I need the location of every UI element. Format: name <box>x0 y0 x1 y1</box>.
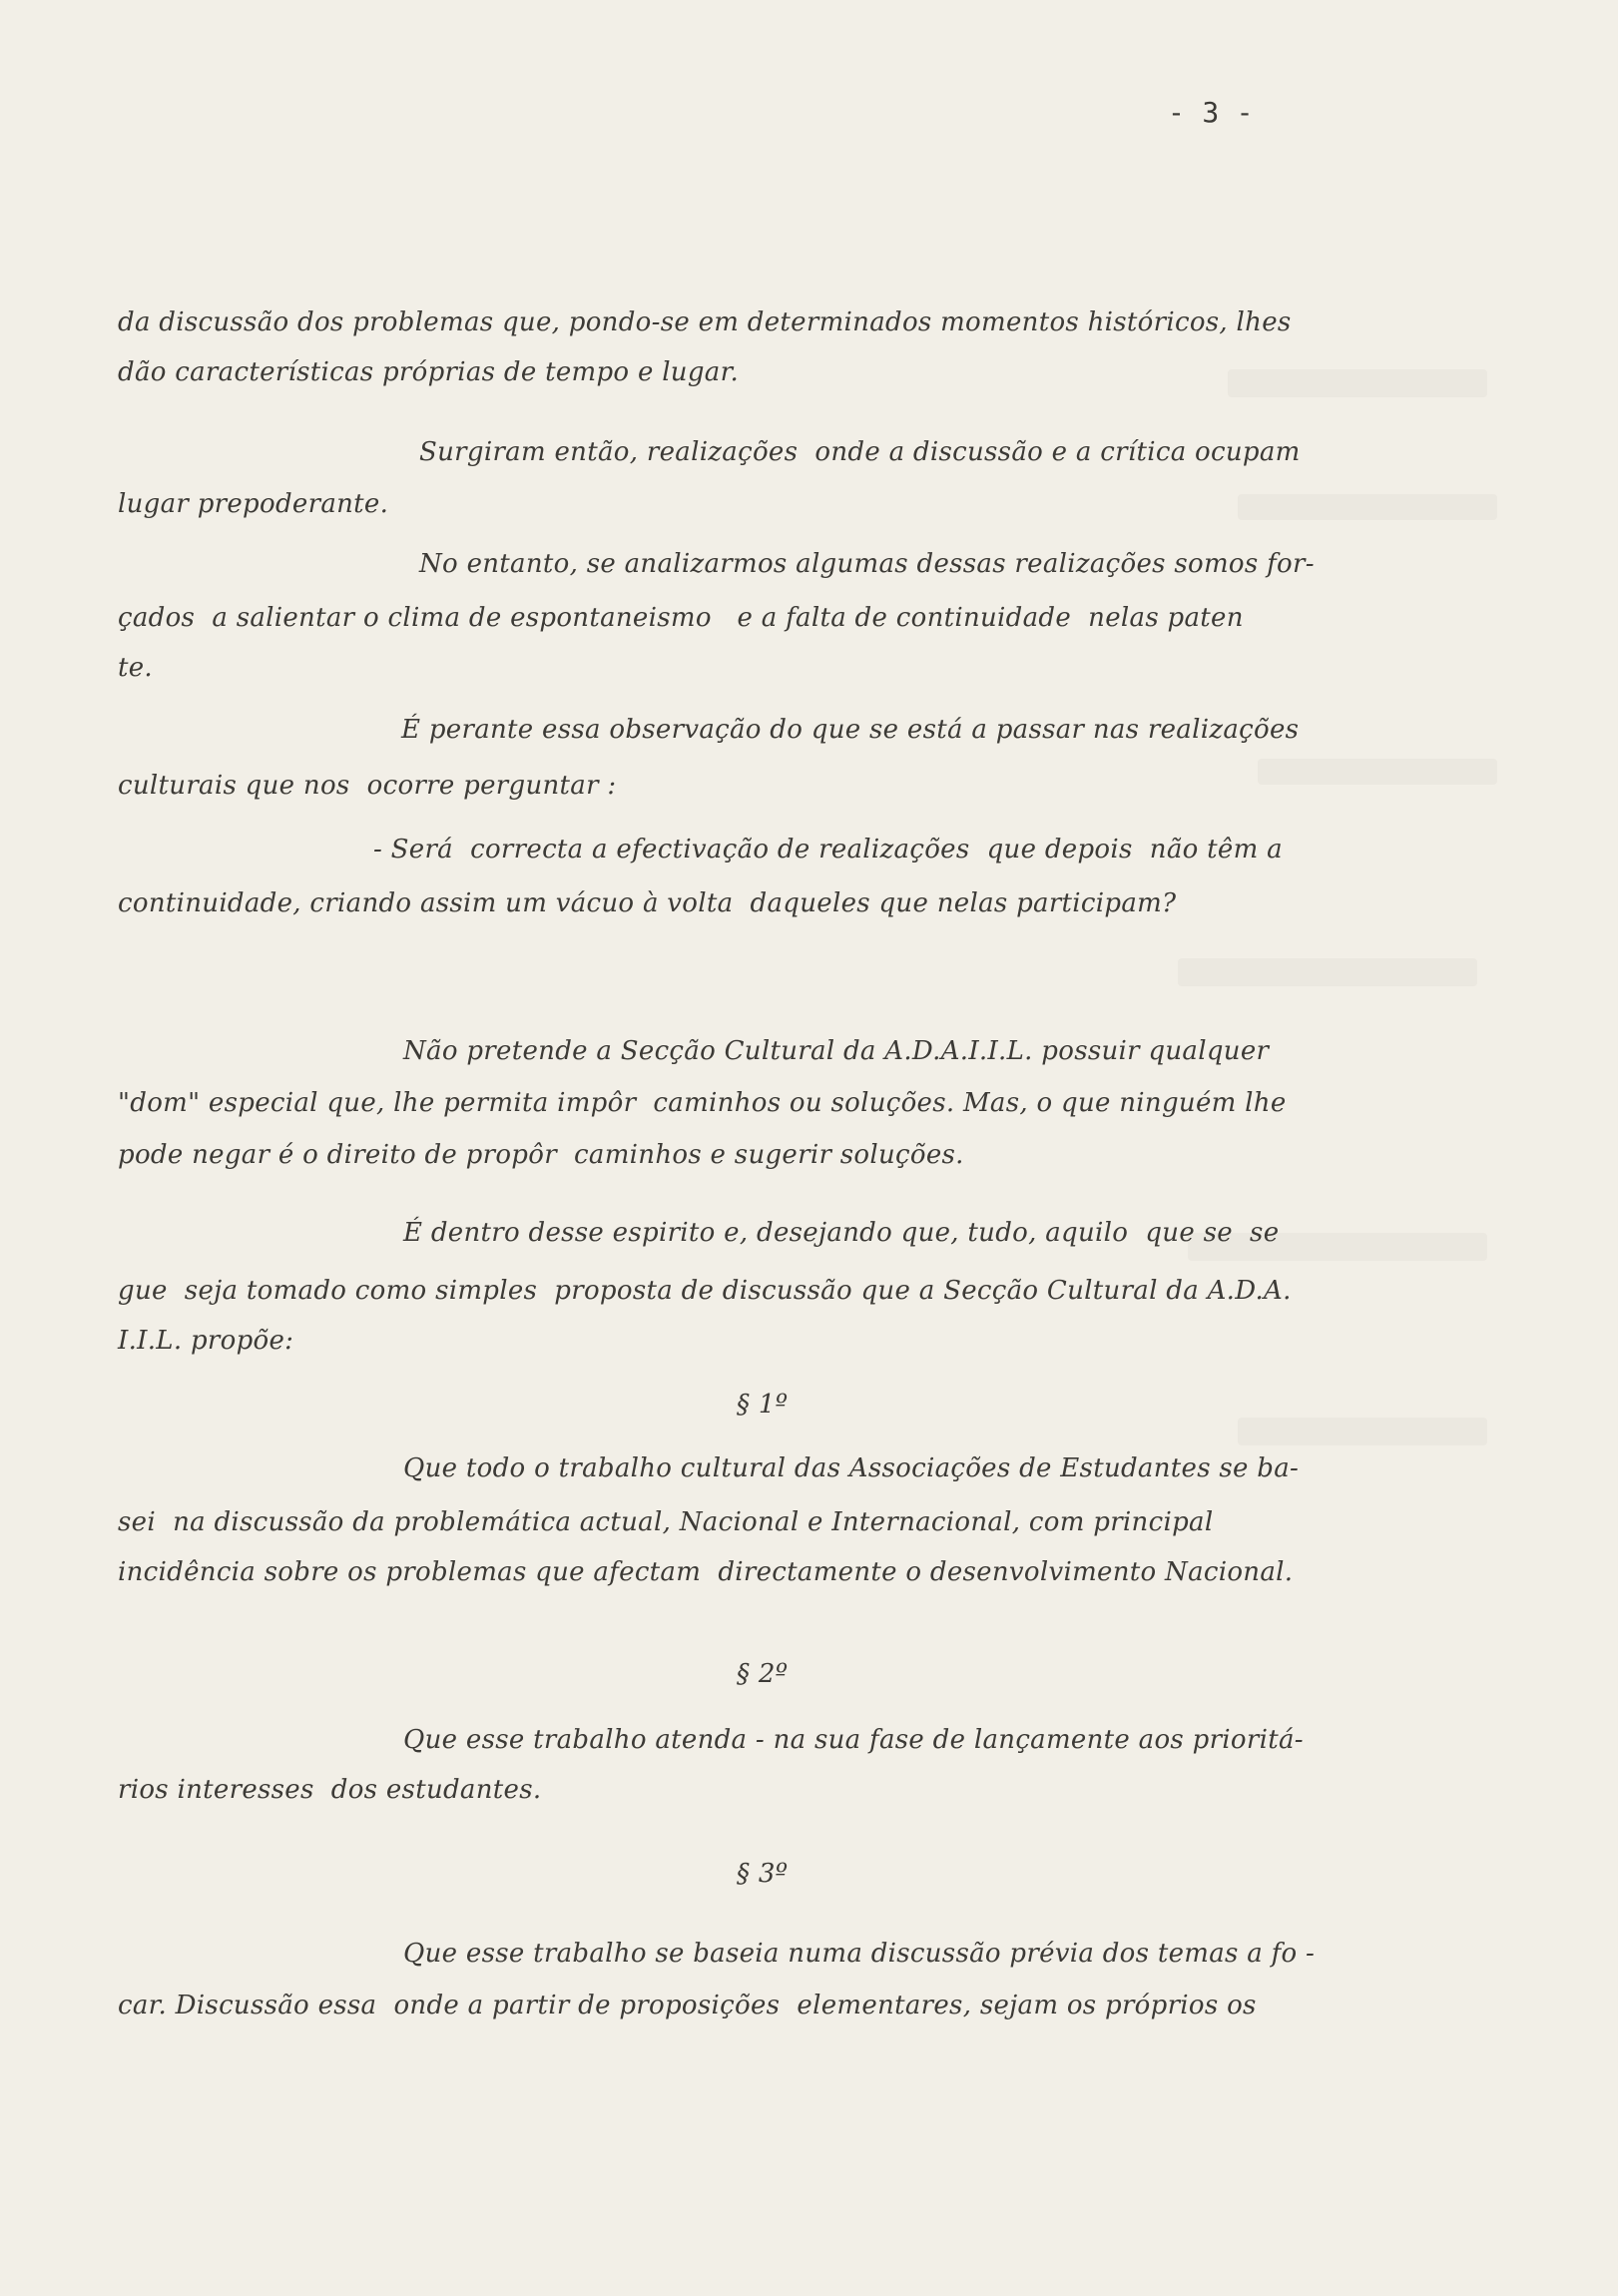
text-line: É dentro desse espirito e, desejando que, tudo, aquilo que se se <box>403 1218 1280 1248</box>
text-line: Não pretende a Secção Cultural da A.D.A.I.I.L. possuir qualquer <box>403 1036 1270 1066</box>
text-line: - Será correcta a efectivação de realizações que depois não têm a <box>373 835 1283 864</box>
text-line: te. <box>118 653 153 683</box>
text-line: çados a salientar o clima de espontaneismo e a falta de continuidade nelas paten <box>118 603 1244 633</box>
text-line: I.I.L. propõe: <box>118 1326 294 1356</box>
text-line: No entanto, se analizarmos algumas dessas realizações somos for- <box>419 549 1315 579</box>
section-heading: § 3º <box>737 1859 789 1889</box>
page-number: - 3 - <box>1168 96 1254 129</box>
text-line: É perante essa observação do que se está a passar nas realizações <box>401 715 1300 745</box>
text-line: gue seja tomado como simples proposta de discussão que a Secção Cultural da A.D.A. <box>118 1276 1292 1306</box>
text-line: "dom" especial que, lhe permita impôr caminhos ou soluções. Mas, o que ninguém lhe <box>118 1088 1287 1118</box>
section-heading: § 1º <box>737 1390 789 1420</box>
text-line: dão características próprias de tempo e lugar. <box>118 357 740 387</box>
text-line: Surgiram então, realizações onde a discussão e a crítica ocupam <box>419 437 1301 467</box>
text-line: Que esse trabalho atenda - na sua fase de lançamente aos prioritá- <box>403 1725 1304 1755</box>
text-line: incidência sobre os problemas que afectam directamente o desenvolvimento Nacional. <box>118 1557 1294 1587</box>
text-line: lugar prepoderante. <box>118 489 389 519</box>
text-line: pode negar é o direito de propôr caminhos e sugerir soluções. <box>118 1140 964 1170</box>
section-heading: § 2º <box>737 1659 789 1689</box>
text-line: culturais que nos ocorre perguntar : <box>118 771 617 801</box>
text-line: continuidade, criando assim um vácuo à volta daqueles que nelas participam? <box>118 888 1177 918</box>
text-line: sei na discussão da problemática actual, Nacional e Internacional, com principal <box>118 1507 1214 1537</box>
text-line: da discussão dos problemas que, pondo-se em determinados momentos históricos, lhes <box>118 307 1292 337</box>
text-line: Que todo o trabalho cultural das Associações de Estudantes se ba- <box>403 1453 1300 1483</box>
text-line: Que esse trabalho se baseia numa discussão prévia dos temas a fo - <box>403 1939 1316 1969</box>
text-line: car. Discussão essa onde a partir de proposições elementares, sejam os próprios os <box>118 1991 1257 2020</box>
text-line: rios interesses dos estudantes. <box>118 1775 542 1805</box>
